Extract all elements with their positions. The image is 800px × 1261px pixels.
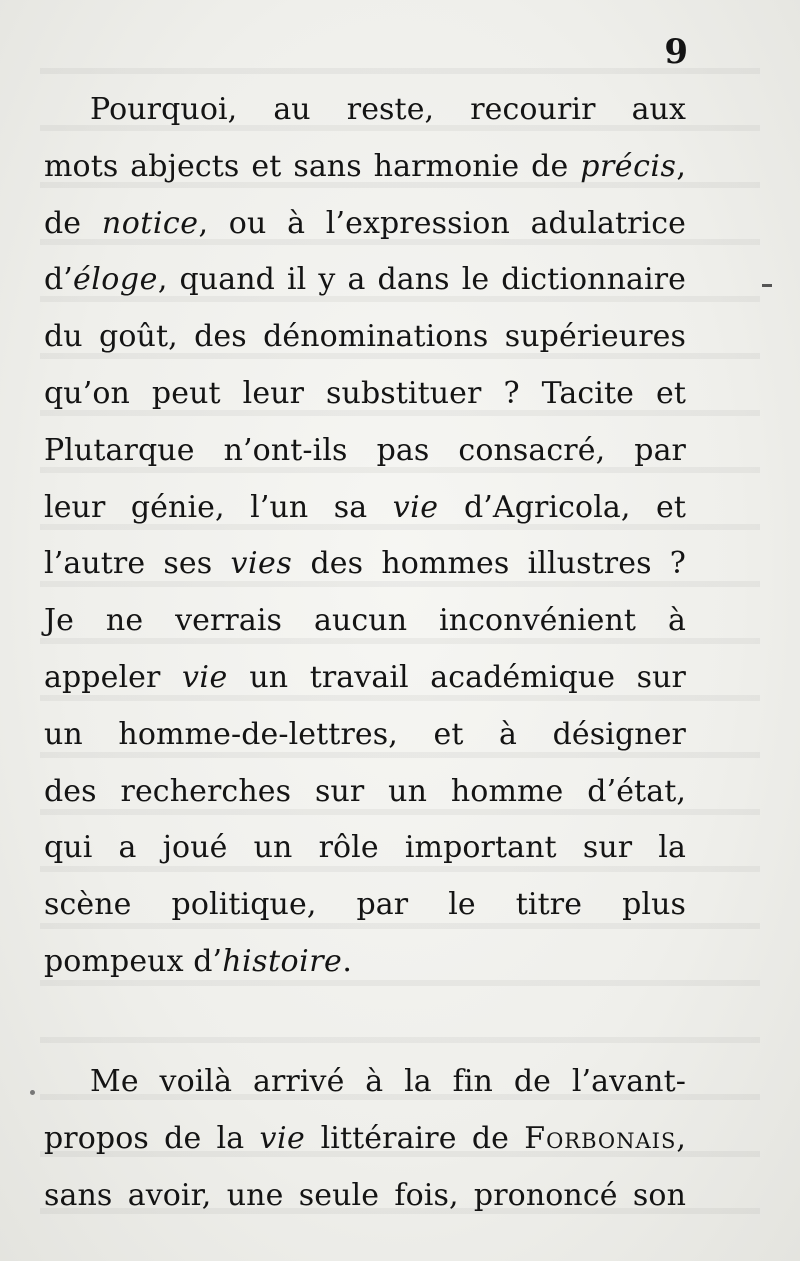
text-run: appeler (44, 659, 182, 695)
text-line (44, 82, 686, 139)
italic-term: notice (101, 205, 199, 241)
page-number: 9 (664, 32, 688, 72)
text-run: Plutarque n’ont-ils pas consacré, par (44, 432, 686, 468)
text-run: du goût, des dénominations supérieures (44, 319, 686, 355)
text-run: , (676, 148, 686, 184)
text-line (44, 309, 686, 366)
italic-term: vie (181, 659, 228, 695)
text-line (44, 934, 686, 991)
text-line (44, 650, 686, 707)
text-run: . (342, 943, 352, 979)
text-run: propos de la (44, 1120, 260, 1156)
italic-term: précis (580, 148, 677, 184)
text-line (44, 480, 686, 537)
text-line (44, 252, 686, 309)
text-run: Me voilà arrivé à la fin de l’avant- (90, 1064, 686, 1099)
text-line (44, 196, 686, 253)
italic-term: vie (259, 1120, 306, 1156)
paragraph-1 (44, 82, 686, 991)
text-run: d’ (44, 262, 73, 298)
text-run: littéraire de (305, 1120, 525, 1156)
text-run: des recherches sur un homme d’état, (44, 773, 686, 809)
italic-term: histoire (222, 943, 343, 979)
text-line (44, 1054, 686, 1111)
text-run: l’autre ses (44, 546, 231, 582)
text-run: de (44, 205, 102, 241)
text-run: leur génie, l’un sa (44, 489, 393, 525)
text-line (44, 707, 686, 764)
italic-term: vie (392, 489, 439, 525)
text-run: , quand il y a dans le dictionnaire (157, 262, 686, 298)
text-run: des hommes illustres ? (292, 546, 686, 582)
paper-speck (30, 1090, 35, 1095)
paper-speck (762, 284, 772, 287)
text-run: , (676, 1120, 686, 1156)
text-line (44, 764, 686, 821)
text-line (44, 366, 686, 423)
text-run: pompeux d’ (44, 943, 223, 979)
paragraph-2 (44, 1054, 686, 1224)
text-run: sans avoir, une seule fois, prononcé son (44, 1177, 686, 1213)
small-caps-name: Forbonais (524, 1120, 677, 1156)
text-line (44, 139, 686, 196)
text-run: un homme-de-lettres, et à désigner (44, 716, 686, 752)
text-run: Je ne verrais aucun inconvénient à (44, 603, 686, 639)
text-line (44, 1111, 686, 1168)
text-run: qu’on peut leur substituer ? Tacite et (44, 375, 686, 411)
text-run: d’Agricola, et (438, 489, 686, 525)
text-line (44, 423, 686, 480)
text-run: , ou à l’expression adulatrice (198, 205, 687, 241)
text-run: qui a joué un rôle important sur la (44, 830, 686, 866)
text-line (44, 877, 686, 934)
text-line (44, 536, 686, 593)
text-run: scène politique, par le titre plus (44, 887, 686, 923)
text-run: mots abjects et sans harmonie de (44, 148, 581, 184)
italic-term: éloge (72, 262, 158, 298)
text-line (44, 1168, 686, 1225)
text-line (44, 820, 686, 877)
italic-term: vies (230, 546, 293, 582)
text-line (44, 593, 686, 650)
text-run: un travail académique sur (227, 659, 686, 695)
text-run: Pourquoi, au reste, recourir aux (90, 92, 686, 127)
